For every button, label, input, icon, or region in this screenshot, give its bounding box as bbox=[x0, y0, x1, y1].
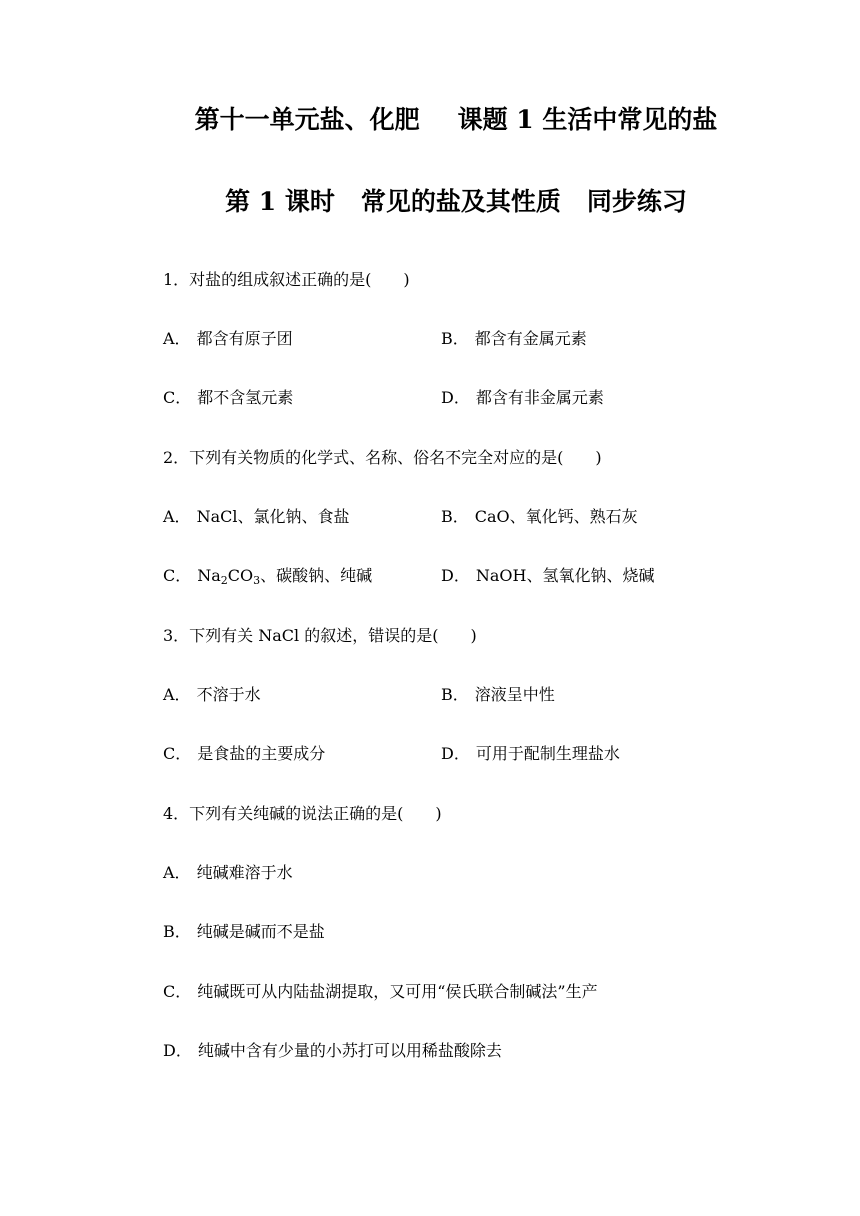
option-label: D． bbox=[441, 388, 470, 407]
option-text: 纯碱既可从内陆盐湖提取，又可用“侯氏联合制碱法”生产 bbox=[197, 982, 598, 1001]
unit-title: 第十一单元盐、化肥 bbox=[194, 105, 420, 134]
option-text: 都不含氢元素 bbox=[197, 388, 294, 407]
question-3-option-c bbox=[163, 743, 325, 765]
option-text: 不溶于水 bbox=[196, 685, 261, 704]
option-text: NaCl、氯化钠、食盐 bbox=[196, 507, 350, 526]
question-3-option-a bbox=[163, 684, 261, 706]
option-text: 都含有原子团 bbox=[196, 329, 293, 348]
option-text: 都含有非金属元素 bbox=[475, 388, 604, 407]
option-text: CaO、氧化钙、熟石灰 bbox=[474, 507, 638, 526]
period-label: 第 1 课时 bbox=[225, 187, 335, 216]
option-label: B． bbox=[441, 507, 469, 526]
question-2-option-a bbox=[163, 506, 349, 528]
option-label: D． bbox=[441, 744, 470, 763]
question-4-option-a bbox=[163, 862, 293, 884]
exercise-label: 同步练习 bbox=[586, 187, 687, 216]
option-label: C． bbox=[163, 566, 192, 585]
question-4-stem: 4．下列有关纯碱的说法正确的是( ) bbox=[163, 804, 442, 823]
option-text: 是食盐的主要成分 bbox=[197, 744, 326, 763]
option-text: 溶液呈中性 bbox=[474, 685, 555, 704]
option-label: C． bbox=[163, 388, 192, 407]
topic-label: 常见的盐及其性质 bbox=[360, 187, 561, 216]
option-label: B． bbox=[441, 685, 469, 704]
option-text: 可用于配制生理盐水 bbox=[475, 744, 620, 763]
question-1-option-c bbox=[163, 387, 293, 409]
option-text: 纯碱难溶于水 bbox=[196, 863, 293, 882]
question-1-option-a bbox=[163, 328, 293, 350]
option-label: C． bbox=[163, 744, 192, 763]
page-title bbox=[0, 104, 860, 136]
option-label: A． bbox=[163, 685, 191, 704]
option-label: D． bbox=[441, 566, 470, 585]
question-3-option-b bbox=[441, 684, 555, 706]
question-2-stem: 2．下列有关物质的化学式、名称、俗名不完全对应的是( ) bbox=[163, 448, 602, 467]
option-label: B． bbox=[163, 922, 191, 941]
question-4-option-b bbox=[163, 921, 325, 943]
option-label: B． bbox=[441, 329, 469, 348]
question-2-option-c bbox=[163, 565, 372, 587]
option-text: 纯碱中含有少量的小苏打可以用稀盐酸除去 bbox=[197, 1041, 502, 1060]
question-1-stem: 1．对盐的组成叙述正确的是( ) bbox=[163, 270, 410, 289]
question-1-option-d bbox=[441, 387, 604, 409]
question-1-option-b bbox=[441, 328, 587, 350]
lesson-title: 课题 1 生活中常见的盐 bbox=[457, 105, 718, 134]
option-label: A． bbox=[163, 863, 191, 882]
question-3-stem: 3．下列有关 NaCl 的叙述，错误的是( ) bbox=[163, 626, 477, 645]
question-3-option-d bbox=[441, 743, 620, 765]
question-4-option-d bbox=[163, 1040, 502, 1062]
option-label: A． bbox=[163, 329, 191, 348]
page-subtitle bbox=[0, 186, 860, 218]
option-text: NaOH、氢氧化钠、烧碱 bbox=[475, 566, 655, 585]
question-2-option-d bbox=[441, 565, 654, 587]
option-label: A． bbox=[163, 507, 191, 526]
option-text: 都含有金属元素 bbox=[474, 329, 587, 348]
formula-text: $Na_2CO_3$、碳酸钠、纯碱 bbox=[197, 566, 373, 587]
option-label: C． bbox=[163, 982, 192, 1001]
question-2-option-b bbox=[441, 506, 638, 528]
question-4-option-c bbox=[163, 981, 598, 1003]
option-label: D． bbox=[163, 1041, 192, 1060]
option-text: 纯碱是碱而不是盐 bbox=[196, 922, 325, 941]
